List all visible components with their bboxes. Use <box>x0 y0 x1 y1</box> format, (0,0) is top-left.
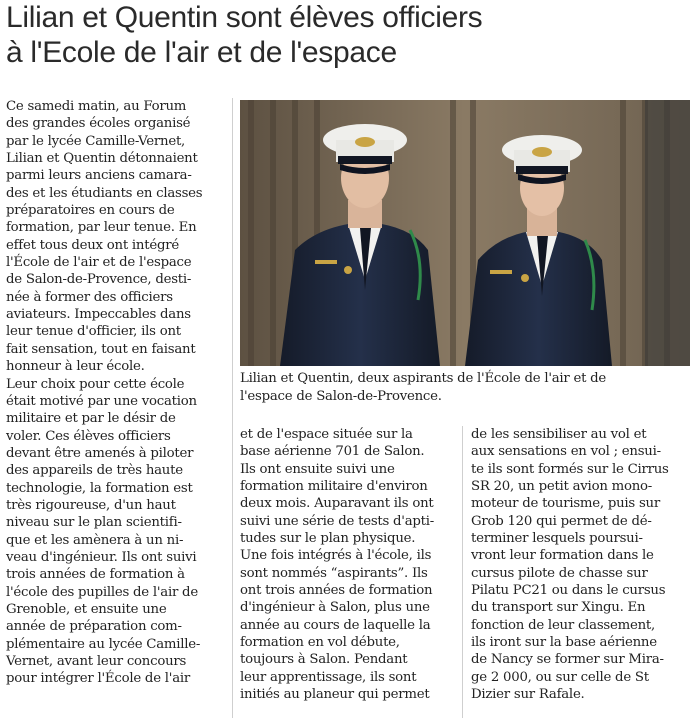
text-line: pour intégrer l'École de l'air <box>6 671 190 687</box>
text-line: ge 2 000, ou sur celle de St <box>471 669 649 685</box>
text-line: Lilian et Quentin détonnaient <box>6 151 198 167</box>
text-line: Grob 120 qui permet de dé- <box>471 513 652 529</box>
text-line: était motivé par une vocation <box>6 393 197 409</box>
text-line: formation, par leur tenue. En <box>6 220 197 236</box>
text-line: du transport sur Xingu. En <box>471 600 646 616</box>
text-line: vront leur formation dans le <box>471 548 654 564</box>
text-line: veau d'ingénieur. Ils ont suivi <box>6 549 197 565</box>
text-line: née à former des officiers <box>6 289 173 305</box>
text-line: moteur de tourisme, puis sur <box>471 496 660 512</box>
text-line: des grandes écoles organisé <box>6 116 191 132</box>
text-line: de les sensibiliser au vol et <box>471 427 647 442</box>
text-line: trois années de formation à <box>6 567 185 583</box>
text-line: leur apprentissage, ils sont <box>240 669 417 685</box>
text-line: formation en vol débute, <box>240 635 400 651</box>
column-divider-1 <box>232 98 233 718</box>
text-line: toujours à Salon. Pendant <box>240 652 408 668</box>
column-divider-2 <box>462 426 463 718</box>
text-line: parmi leurs anciens camara- <box>6 168 192 184</box>
text-line: suivi une série de tests d'apti- <box>240 513 434 529</box>
text-line: Pilatu PC21 ou dans le cursus <box>471 583 666 599</box>
text-line: de Salon-de-Provence, desti- <box>6 272 192 288</box>
article-headline <box>6 0 691 70</box>
text-line: voler. Ces élèves officiers <box>6 428 171 444</box>
text-line: honneur à leur école. <box>6 359 145 375</box>
photo-caption <box>240 370 692 405</box>
text-line: cursus pilote de chasse sur <box>471 565 648 581</box>
text-line: des appareils de très haute <box>6 463 183 479</box>
text-line: aux sensations en vol ; ensui- <box>471 444 661 460</box>
text-line: initiés au planeur qui permet <box>240 687 430 703</box>
article-column-2 <box>240 426 452 704</box>
text-line: base aérienne 701 de Salon. <box>240 444 425 460</box>
text-line: niveau sur le plan scientifi- <box>6 515 182 531</box>
text-line: deux mois. Auparavant ils ont <box>240 496 434 512</box>
text-line: devant être amenés à piloter <box>6 445 194 461</box>
text-line: militaire et par le désir de <box>6 411 176 427</box>
text-line: plémentaire au lycée Camille- <box>6 636 201 652</box>
text-line: l'École de l'air et de l'espace <box>6 255 192 271</box>
text-line: technologie, la formation est <box>6 480 193 496</box>
headline-line-2: à l'Ecole de l'air et de l'espace <box>6 36 397 69</box>
text-line: Vernet, avant leur concours <box>6 654 187 669</box>
text-line: Grenoble, et ensuite une <box>6 601 167 617</box>
text-line: aviateurs. Impeccables dans <box>6 307 191 323</box>
text-line: fait sensation, tout en faisant <box>6 341 196 357</box>
text-line: année de préparation com- <box>6 619 182 635</box>
text-line: ont trois années de formation <box>240 583 433 599</box>
text-line: sont nommés “aspirants”. Ils <box>240 565 428 581</box>
text-line: Leur choix pour cette école <box>6 376 185 392</box>
headline-line-1: Lilian et Quentin sont élèves officiers <box>6 1 483 34</box>
text-line: l'école des pupilles de l'air de <box>6 584 198 600</box>
article-photo <box>240 100 690 366</box>
text-line: fonction de leur classement, <box>471 617 655 633</box>
text-line: Ce samedi matin, au Forum <box>6 99 187 114</box>
text-line: d'ingénieur à Salon, plus une <box>240 600 430 616</box>
text-line: année au cours de laquelle la <box>240 617 431 633</box>
text-line: Une fois intégrés à l'école, ils <box>240 548 432 564</box>
caption-line-2: l'espace de Salon-de-Provence. <box>240 388 442 404</box>
text-line: Ils ont ensuite suivi une <box>240 461 395 477</box>
text-line: préparatoires en cours de <box>6 203 175 219</box>
article-column-1 <box>6 98 228 688</box>
text-line: formation militaire d'environ <box>240 479 428 495</box>
text-line: tudes sur le plan physique. <box>240 531 416 547</box>
text-line: et de l'espace située sur la <box>240 427 413 442</box>
cadets-photo-illustration <box>240 100 690 366</box>
text-line: que et les amènera à un ni- <box>6 532 184 548</box>
text-line: des et les étudiants en classes <box>6 185 203 201</box>
text-line: terminer lesquels poursui- <box>471 531 643 547</box>
text-line: par le lycée Camille-Vernet, <box>6 133 186 149</box>
article-column-3 <box>471 426 691 704</box>
text-line: leur tenue d'officier, ils ont <box>6 324 181 340</box>
text-line: te ils sont formés sur le Cirrus <box>471 461 669 477</box>
text-line: SR 20, un petit avion mono- <box>471 479 653 495</box>
text-line: ils iront sur la base aérienne <box>471 635 657 651</box>
text-line: de Nancy se former sur Mira- <box>471 652 664 668</box>
caption-line-1: Lilian et Quentin, deux aspirants de l'École de l'air et de <box>240 371 607 386</box>
text-line: Dizier sur Rafale. <box>471 687 585 703</box>
text-line: très rigoureuse, d'un haut <box>6 497 176 513</box>
text-line: effet tous deux ont intégré <box>6 237 179 253</box>
